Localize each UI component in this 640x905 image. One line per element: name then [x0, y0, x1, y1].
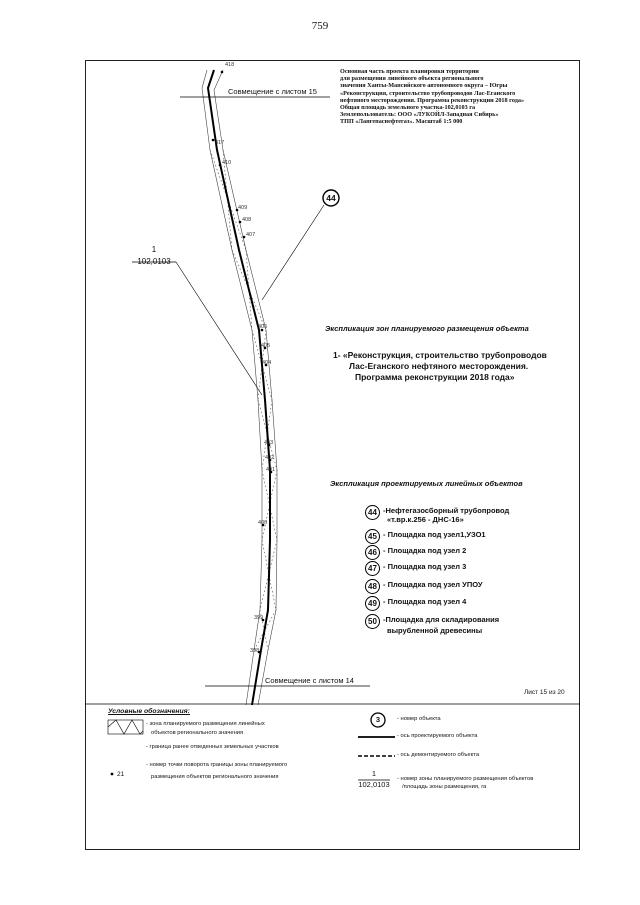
- legend-vertex-example: 21: [117, 771, 125, 778]
- vertex-label: 404: [262, 360, 272, 366]
- legend-zone-line: объектов регионального значения: [151, 730, 244, 736]
- project-header: [340, 68, 524, 126]
- object-number-badge: 46: [365, 545, 380, 560]
- object-label: - Площадка под узел 3: [383, 562, 467, 571]
- object-number-badge: 45: [365, 529, 380, 544]
- pipeline-callout-number: 44: [326, 193, 336, 203]
- object-label: -Нефтегазосборный трубопровод: [383, 506, 510, 515]
- header-line: нефтяного месторождения. Программа реконструкции 2018 года»: [340, 96, 525, 104]
- pipeline-leader-line: [262, 205, 324, 300]
- legend-vertex-line: - номер точки поворота границы зоны планируемого: [146, 762, 288, 768]
- legend-object-number-text: - номер объекта: [397, 716, 441, 722]
- legend-title: Условные обозначения:: [108, 708, 190, 715]
- seam-label-top: Совмещение с листом 15: [228, 87, 317, 96]
- object-number-badge: 49: [365, 596, 380, 611]
- zone-number: 1: [151, 245, 157, 254]
- vertex-label: 405: [261, 343, 271, 349]
- vertex-label: 402: [265, 455, 275, 461]
- zones-explication-title: Экспликация зон планируемого размещения объекта: [325, 324, 529, 333]
- header-line: Основная часть проекта планировки территории: [340, 68, 479, 75]
- legend-zone-area: 102,0103: [358, 780, 390, 789]
- header-line: «Реконструкция, строительство трубопроводов Лас-Еганского: [340, 89, 516, 97]
- object-label: вырубленной древесины: [387, 626, 483, 635]
- object-label: - Площадка под узел УПОУ: [383, 580, 483, 589]
- sheet-label: Лист 15 из 20: [524, 689, 565, 696]
- zone-leader-line: [176, 262, 262, 395]
- object-label: - Площадка под узел1,УЗО1: [383, 530, 486, 539]
- object-label: -Площадка для складирования: [383, 615, 500, 624]
- header-line: ТПП «Лангепаснефтегаз». Масштаб 1:5 000: [340, 118, 463, 126]
- object-number-badge: 50: [365, 614, 380, 629]
- vertex-label: 418: [225, 62, 235, 68]
- seam-label-bottom: Совмещение с листом 14: [265, 676, 354, 685]
- vertex-label: 399: [254, 615, 264, 621]
- vertex-label: 406: [258, 324, 268, 330]
- vertex-label: 407: [246, 232, 256, 238]
- header-line: Землепользователь: ООО «ЛУКОЙЛ-Западная Сибирь»: [340, 111, 499, 119]
- legend-dismantled-axis-text: - ось демонтируемого объекта: [397, 752, 480, 758]
- legend-zone-number: 1: [371, 769, 377, 778]
- object-number-badge: 44: [365, 505, 380, 520]
- legend-designed-axis-text: - ось проектируемого объекта: [397, 733, 478, 739]
- legend-vertex-text: [146, 759, 287, 783]
- vertex-label: 410: [222, 160, 232, 166]
- object-number-badge: 47: [365, 561, 380, 576]
- vertex-label: 400: [258, 520, 268, 526]
- legend-zone-line: - зона планируемого размещения линейных: [146, 721, 265, 727]
- planned-zone-corridor: [202, 70, 277, 705]
- header-line: значения Ханты-Мансийского автономного округа – Югры: [340, 82, 508, 90]
- vertex-label: 403: [264, 440, 274, 446]
- legend-prior-boundary: - граница ранее отведенных земельных участков: [146, 744, 279, 750]
- vertex-label: 398: [250, 648, 260, 654]
- legend-zone-example: [355, 769, 393, 789]
- zone-description: [333, 350, 547, 383]
- zone-description-line: 1- «Реконструкция, строительство трубопроводов: [333, 350, 547, 360]
- header-line: для размещения линейного объекта регионального: [340, 75, 484, 83]
- vertex-label: 417: [215, 140, 225, 146]
- objects-explication-title: Экспликация проектируемых линейных объектов: [330, 479, 523, 488]
- object-label: - Площадка под узел 2: [383, 546, 467, 555]
- legend-object-number: 3: [375, 715, 381, 724]
- zone-area: 102,0103: [137, 257, 171, 266]
- vertex-label: 408: [242, 217, 252, 223]
- page-number: 759: [311, 20, 329, 32]
- zone-label: [132, 245, 176, 266]
- legend-zone-number-line: /площадь зоны размещения, га: [402, 784, 487, 790]
- vertex-label: 401: [266, 467, 276, 473]
- legend-vertex-line: размещения объектов регионального значения: [151, 774, 279, 780]
- zone-description-line: Программа реконструкции 2018 года»: [355, 372, 515, 382]
- designed-pipeline-axis: [208, 70, 270, 705]
- zone-description-line: Лас-Еганского нефтяного месторождения.: [349, 361, 529, 371]
- header-line: Общая площадь земельного участка-102,0103 га: [340, 104, 476, 112]
- vertex-label: 409: [238, 205, 248, 211]
- object-label: - Площадка под узел 4: [383, 597, 467, 606]
- object-label: «т.вр.к.256 - ДНС-16»: [387, 515, 464, 524]
- object-number-badge: 48: [365, 579, 380, 594]
- legend-zone-number-line: - номер зоны планируемого размещения объектов: [397, 776, 534, 782]
- legend-zone-number-text: [397, 775, 533, 791]
- legend-zone-swatch: [108, 720, 143, 734]
- legend-zone-text: [146, 720, 265, 738]
